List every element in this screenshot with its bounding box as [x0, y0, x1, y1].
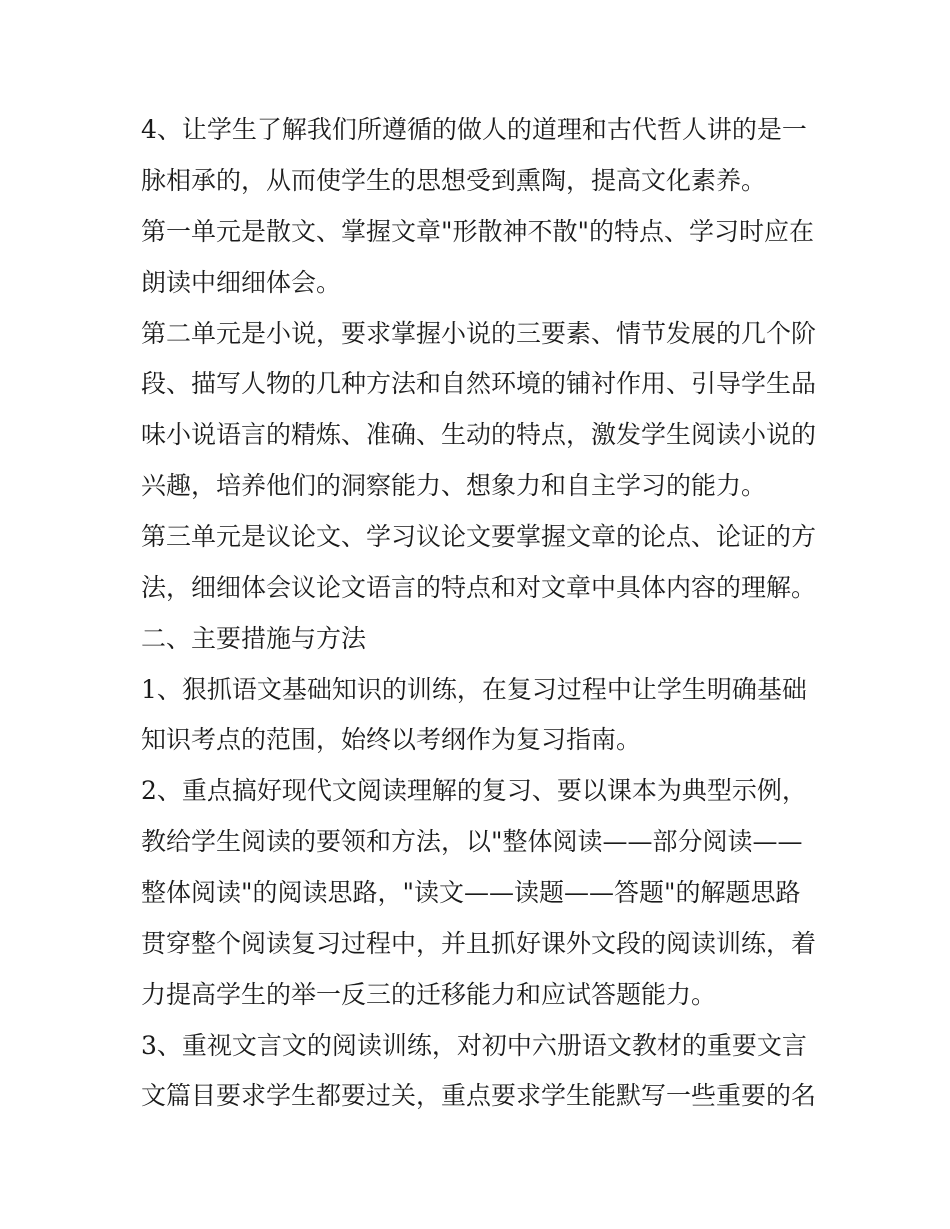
- text-line: 整体阅读"的阅读思路，"读文——读题——答题"的解题思路: [141, 878, 801, 907]
- text-line: 第一单元是散文、掌握文章"形散神不散"的特点、学习时应在: [141, 217, 815, 246]
- text-line: 兴趣，培养他们的洞察能力、想象力和自主学习的能力。: [141, 471, 767, 500]
- text-line: 文篇目要求学生都要过关，重点要求学生能默写一些重要的名: [141, 1081, 817, 1110]
- text-line: 脉相承的，从而使学生的思想受到熏陶，提高文化素养。: [141, 166, 767, 195]
- text-line: 法，细细体会议论文语言的特点和对文章中具体内容的理解。: [141, 573, 817, 602]
- text-line: 1、狠抓语文基础知识的训练，在复习过程中让学生明确基础: [141, 675, 807, 704]
- text-line: 3、重视文言文的阅读训练，对初中六册语文教材的重要文言: [141, 1031, 807, 1060]
- text-line: 段、描写人物的几种方法和自然环境的铺衬作用、引导学生品: [141, 369, 817, 398]
- text-line: 教给学生阅读的要领和方法，以"整体阅读——部分阅读——: [141, 827, 803, 856]
- text-line: 贯穿整个阅读复习过程中，并且抓好课外文段的阅读训练，着: [141, 929, 817, 958]
- section-heading: 二、主要措施与方法: [141, 624, 367, 653]
- text-line: 4、让学生了解我们所遵循的做人的道理和古代哲人讲的是一: [141, 115, 807, 144]
- text-line: 力提高学生的举一反三的迁移能力和应试答题能力。: [141, 980, 717, 1009]
- text-line: 2、重点搞好现代文阅读理解的复习、要以课本为典型示例，: [141, 776, 807, 805]
- text-line: 朗读中细细体会。: [141, 268, 342, 297]
- text-line: 知识考点的范围，始终以考纲作为复习指南。: [141, 725, 642, 754]
- text-line: 第三单元是议论文、学习议论文要掌握文章的论点、论证的方: [141, 522, 817, 551]
- text-line: 第二单元是小说，要求掌握小说的三要素、情节发展的几个阶: [141, 319, 817, 348]
- text-line: 味小说语言的精炼、准确、生动的特点，激发学生阅读小说的: [141, 420, 817, 449]
